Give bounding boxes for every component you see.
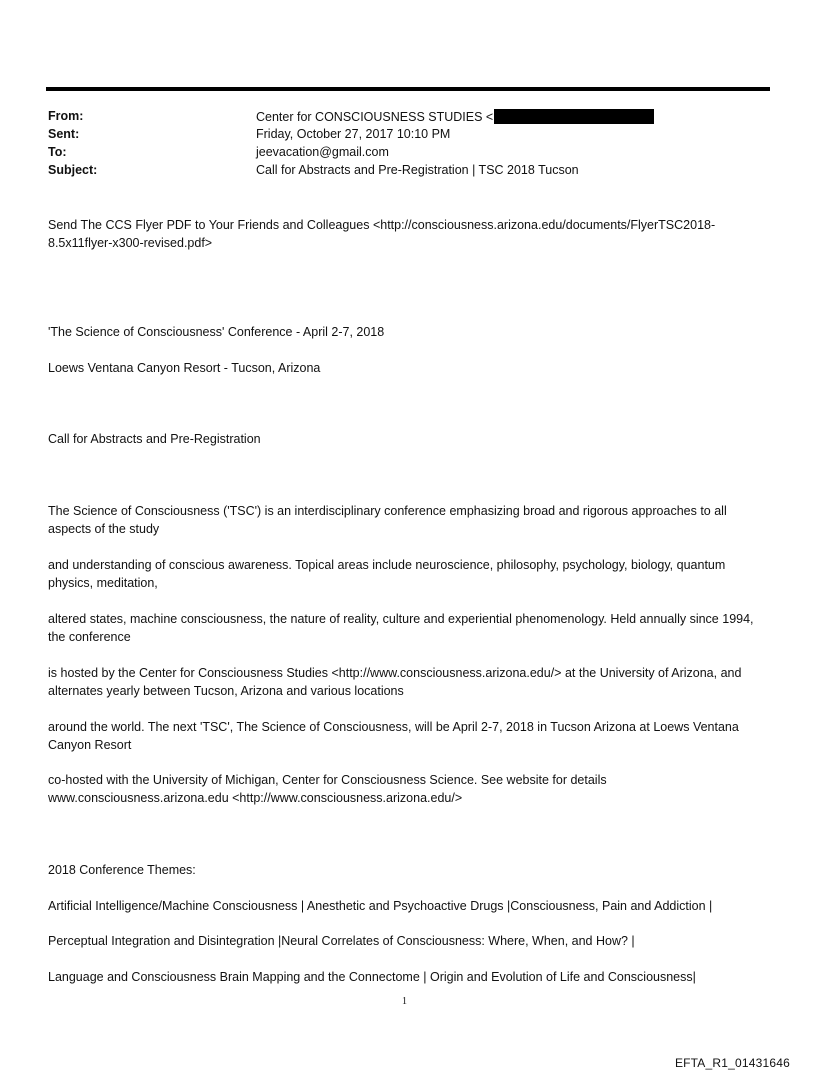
themes-line-1: Artificial Intelligence/Machine Consciousness | Anesthetic and Psychoactive Drugs |Consciousness, Pain and Addiction | [48,899,713,913]
page-number: 1 [402,996,407,1007]
header-rule [46,87,770,91]
themes-line-2: Perceptual Integration and Disintegration |Neural Correlates of Consciousness: Where, When, and How? | [48,934,635,948]
sent-value: Friday, October 27, 2017 10:10 PM [256,127,451,141]
paragraph-2: and understanding of conscious awareness. Topical areas include neuroscience, philosophy, psychology, biology, quantum physics, meditation, [48,558,726,590]
sent-label: Sent: [48,127,80,141]
to-value: jeevacation@gmail.com [256,145,389,159]
themes-heading: 2018 Conference Themes: [48,863,196,877]
flyer-line-2: 8.5x11flyer-x300-revised.pdf> [48,236,213,250]
subject-label: Subject: [48,163,98,177]
paragraph-6: co-hosted with the University of Michigan, Center for Consciousness Science. See website for details www.consciousness.arizona.edu <http://www.consciousness.arizona.edu/> [48,773,607,805]
paragraph-1: The Science of Consciousness ('TSC') is an interdisciplinary conference emphasizing broad and rigorous approaches to all aspects of the study [48,504,727,536]
conference-title: 'The Science of Consciousness' Conference - April 2-7, 2018 [48,325,385,339]
venue: Loews Ventana Canyon Resort - Tucson, Arizona [48,361,321,375]
themes-line-3: Language and Consciousness Brain Mapping and the Connectome | Origin and Evolution of Life and Consciousness| [48,970,696,984]
paragraph-5: around the world. The next 'TSC', The Science of Consciousness, will be April 2-7, 2018 in Tucson Arizona at Loews Ventana Canyon Resort [48,720,739,752]
redaction-bar [494,109,654,124]
paragraph-3: altered states, machine consciousness, the nature of reality, culture and experiential phenomenology. Held annually since 1994, the conference [48,612,754,644]
paragraph-4: is hosted by the Center for Consciousness Studies <http://www.consciousness.arizona.edu/> at the University of Arizona, and alternates yearly between Tucson, Arizona and various locations [48,666,742,698]
flyer-paragraph [48,216,768,252]
to-label: To: [48,145,67,159]
bates-number: EFTA_R1_01431646 [674,1056,790,1070]
call-heading: Call for Abstracts and Pre-Registration [48,432,261,446]
from-value-text: Center for CONSCIOUSNESS STUDIES < [256,110,494,124]
flyer-line-1: Send The CCS Flyer PDF to Your Friends and Colleagues <http://consciousness.arizona.edu/documents/FlyerTSC2018- [48,218,716,232]
from-label: From: [48,109,84,123]
subject-value: Call for Abstracts and Pre-Registration | TSC 2018 Tucson [256,163,579,177]
from-value [256,109,654,124]
